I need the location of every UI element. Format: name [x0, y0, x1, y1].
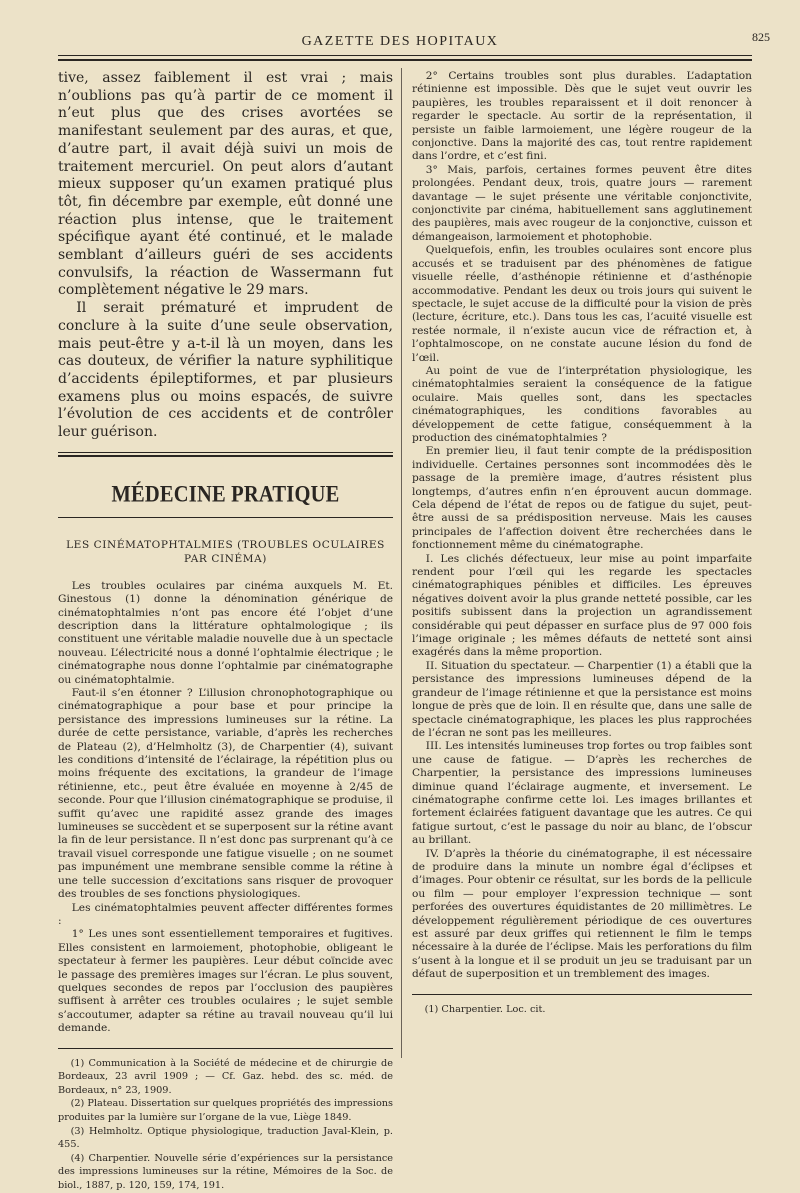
section-underline [58, 517, 393, 518]
footnote: (1) Communication à la Société de médecine et de chirurgie de Bordeaux, 23 avril 1909 ; — Cf. Gaz. hebd. des sc. méd. de Bordeaux, n° 23, 1909. [58, 1057, 393, 1096]
footnote-rule [58, 1048, 393, 1049]
article-paragraph: En premier lieu, il faut tenir compte de la prédisposition individuelle. Certaines personnes sont incommodées dès le passage de la première image, d’autres résistent plus longtemps, d’autres enfin n’en éprouvent aucun dommage. Cela dépend de l’état de repos ou de fatigue du sujet, peut-être aussi de sa prédisposition nerveuse. Mais les causes principales de l’affection doivent être recherchées dans le fonctionnement même du cinématographe. [412, 445, 752, 552]
article-paragraph: Faut-il s’en étonner ? L’illusion chronophotographique ou cinématographique a pour base et pour principe la persistance des impressions lumineuses sur la rétine. La durée de cette persistance, variable, d’après les recherches de Plateau (2), d’Helmholtz (3), de Charpentier (4), suivant les conditions d’intensité de l’éclairage, la répétition plus ou moins fréquente des excitations, la grandeur de l’image rétinienne, etc., peut être évaluée en moyenne à 2/45 de seconde. Pour que l’illusion cinématographique se produise, il suffit qu’avec une rapidité assez grande des images lumineuses se succèdent et se superposent sur la rétine avant la fin de leur persistance. Il n’est donc pas surprenant qu’à ce travail visuel corresponde une fatigue visuelle ; on ne soumet pas impunément une membrane sensible comme la rétine à une telle succession d’excitations sans risquer de provoquer des troubles de ses fonctions physiologiques. [58, 687, 393, 901]
header-rule-bottom [58, 59, 752, 61]
intro-paragraph: tive, assez faiblement il est vrai ; mais n’oublions pas qu’à partir de ce moment il n’eut plus que des crises avortées se manifestant seulement par des auras, et que, d’autre part, il avait déjà suivi un mois de traitement mercuriel. On peut alors d’autant mieux supposer qu’un examen pratiqué plus tôt, fin décembre par exemple, eût donné une réaction plus intense, que le traitement spécifique ayant été continué, et le malade semblant d’ailleurs guéri de ses accidents convulsifs, la réaction de Wassermann fut complètement négative le 29 mars. [58, 70, 393, 299]
article-title: LES CINÉMATOPHTALMIES (TROUBLES OCULAIRES PAR CINÉMA) [66, 538, 385, 565]
article-paragraph: III. Les intensités lumineuses trop fortes ou trop faibles sont une cause de fatigue. — D’après les recherches de Charpentier, la persistance des impressions lumineuses diminue quand l’éclairage augmente, et inversement. Le cinématographe confirme cette loi. Les images brillantes et fortement éclairées fatiguent davantage que les autres. Ce qui fatigue surtout, c’est le passage du noir au blanc, de l’obscur au brillant. [412, 740, 752, 847]
running-header: GAZETTE DES HOPITAUX [301, 34, 499, 49]
section-rule [58, 452, 393, 458]
article-paragraph: IV. D’après la théorie du cinématographe, il est nécessaire de produire dans la minute un nombre égal d’éclipses et d’images. Pour obtenir ce résultat, sur les bords de la pellicule ou film — pour employer l’expression technique — sont perforées des ouvertures équidistantes de 20 millimètres. Le développement régulièrement périodique de ces ouvertures est assuré par deux griffes qui retiennent le film le temps nécessaire à la durée de l’éclipse. Mais les perforations du film s’usent à la longue et il se produit un jeu se traduisant par un défaut de superposition et un tremblement des images. [412, 847, 753, 981]
article-paragraph: 1° Les unes sont essentiellement temporaires et fugitives. Elles consistent en larmoiement, photophobie, obligeant le spectateur à fermer les paupières. Leur début coïncide avec le passage des premières images sur l’écran. Le plus souvent, quelques secondes de repos par l’occlusion des paupières suffisent à arrêter ces troubles oculaires ; le sujet semble s’accoutumer, adapter sa rétine au travail nouveau qu’il lui demande. [58, 928, 393, 1035]
article-paragraph: I. Les clichés défectueux, leur mise au point imparfaite rendent pour l’œil qui les regarde les spectacles cinématographiques pénibles et difficiles. Les épreuves négatives doivent avoir la plus grande netteté possible, car les positifs subissent dans la projection un agrandissement considérable qui peut dépasser en surface plus de 97 000 fois l’image originale ; les mêmes défauts de netteté sont ainsi exagérés dans la même proportion. [412, 552, 752, 659]
footnote: (2) Plateau. Dissertation sur quelques propriétés des impressions produites par la lumière sur l’organe de la vue, Liège 1849. [58, 1098, 393, 1123]
footnote: (3) Helmholtz. Optique physiologique, traduction Javal-Klein, p. 455. [58, 1125, 393, 1151]
article-paragraph: 2° Certains troubles sont plus durables. L’adaptation rétinienne est impossible. Dès que le sujet veut ouvrir les paupières, les troubles reparaissent et il doit renoncer à regarder le spectacle. Au sortir de la représentation, il persiste un faible larmoiement, une légère rougeur de la conjonctive. Dans la majorité des cas, tout rentre rapidement dans l’ordre, et c’est fini. [412, 70, 752, 163]
article-paragraph: Quelquefois, enfin, les troubles oculaires sont encore plus accusés et se traduisent par des phénomènes de fatigue visuelle réelle, d’asthénopie rétinienne et d’asthénopie accommodative. Pendant les deux ou trois jours qui suivent le spectacle, le sujet accuse de la difficulté pour la vision de près (lecture, écriture, etc.). Dans tous les cas, l’acuité visuelle est restée normale, il n’existe aucun vice de réfraction et, à l’ophtalmoscope, on ne constate aucune lésion du fond de l’œil. [412, 244, 752, 364]
right-column [412, 70, 752, 1016]
footnote: (1) Charpentier. Loc. cit. [424, 1003, 546, 1015]
section-title: MÉDECINE PRATIQUE [111, 482, 340, 508]
footnote: (4) Charpentier. Nouvelle série d’expériences sur la persistance des impressions lumineuses sur la rétine, Mémoires de la Soc. de biol., 1887, p. 120, 159, 174, 191. [58, 1152, 393, 1191]
header-rule-top [58, 55, 752, 56]
article-paragraph: 3° Mais, parfois, certaines formes peuvent être dites prolongées. Pendant deux, trois, quatre jours — rarement davantage — le sujet présente une véritable conjonctivite, conjonctivite par cinéma, habituellement sans agglutinement des paupières, mais avec rougeur de la conjonctive, cuisson et démangeaison, larmoiement et photophobie. [412, 163, 752, 243]
left-column [58, 70, 393, 1193]
page-number: 825 [752, 30, 770, 44]
conclusion-paragraph: Il serait prématuré et imprudent de conclure à la suite d’une seule observation, mais peut-être y a-t-il là un moyen, dans les cas douteux, de vérifier la nature syphilitique d’accidents épileptiformes, et par plusieurs examens plus ou moins espacés, de suivre l’évolution de ces accidents et de contrôler leur guérison. [58, 300, 393, 441]
article-paragraph: Au point de vue de l’interprétation physiologique, les cinématophtalmies seraient la conséquence de la fatigue oculaire. Mais quelles sont, dans les spectacles cinématographiques, les conditions favorables au développement de cette fatigue, conséquemment à la production des cinématophtalmies ? [412, 364, 752, 444]
article-paragraph: Les cinématophtalmies peuvent affecter différentes formes : [58, 901, 393, 927]
footnote-rule [412, 994, 752, 995]
article-paragraph: II. Situation du spectateur. — Charpentier (1) a établi que la persistance des impressions lumineuses dépend de la grandeur de l’image rétinienne et que la persistance est moins longue de près que de loin. Il en résulte que, dans une salle de spectacle cinématographique, les places les plus rapprochées de l’écran ne sont pas les meilleures. [412, 659, 752, 739]
column-divider [401, 68, 402, 1058]
article-paragraph: Les troubles oculaires par cinéma auxquels M. Et. Ginestous (1) donne la dénomination générique de cinématophtalmies n’ont pas encore été l’objet d’une description dans la littérature ophtalmologique ; ils constituent une véritable maladie nouvelle due à un spectacle nouveau. L’électricité nous a donné l’ophtalmie électrique ; le cinématographe nous donne l’ophtalmie par cinématographe ou cinématophtalmie. [58, 579, 393, 686]
